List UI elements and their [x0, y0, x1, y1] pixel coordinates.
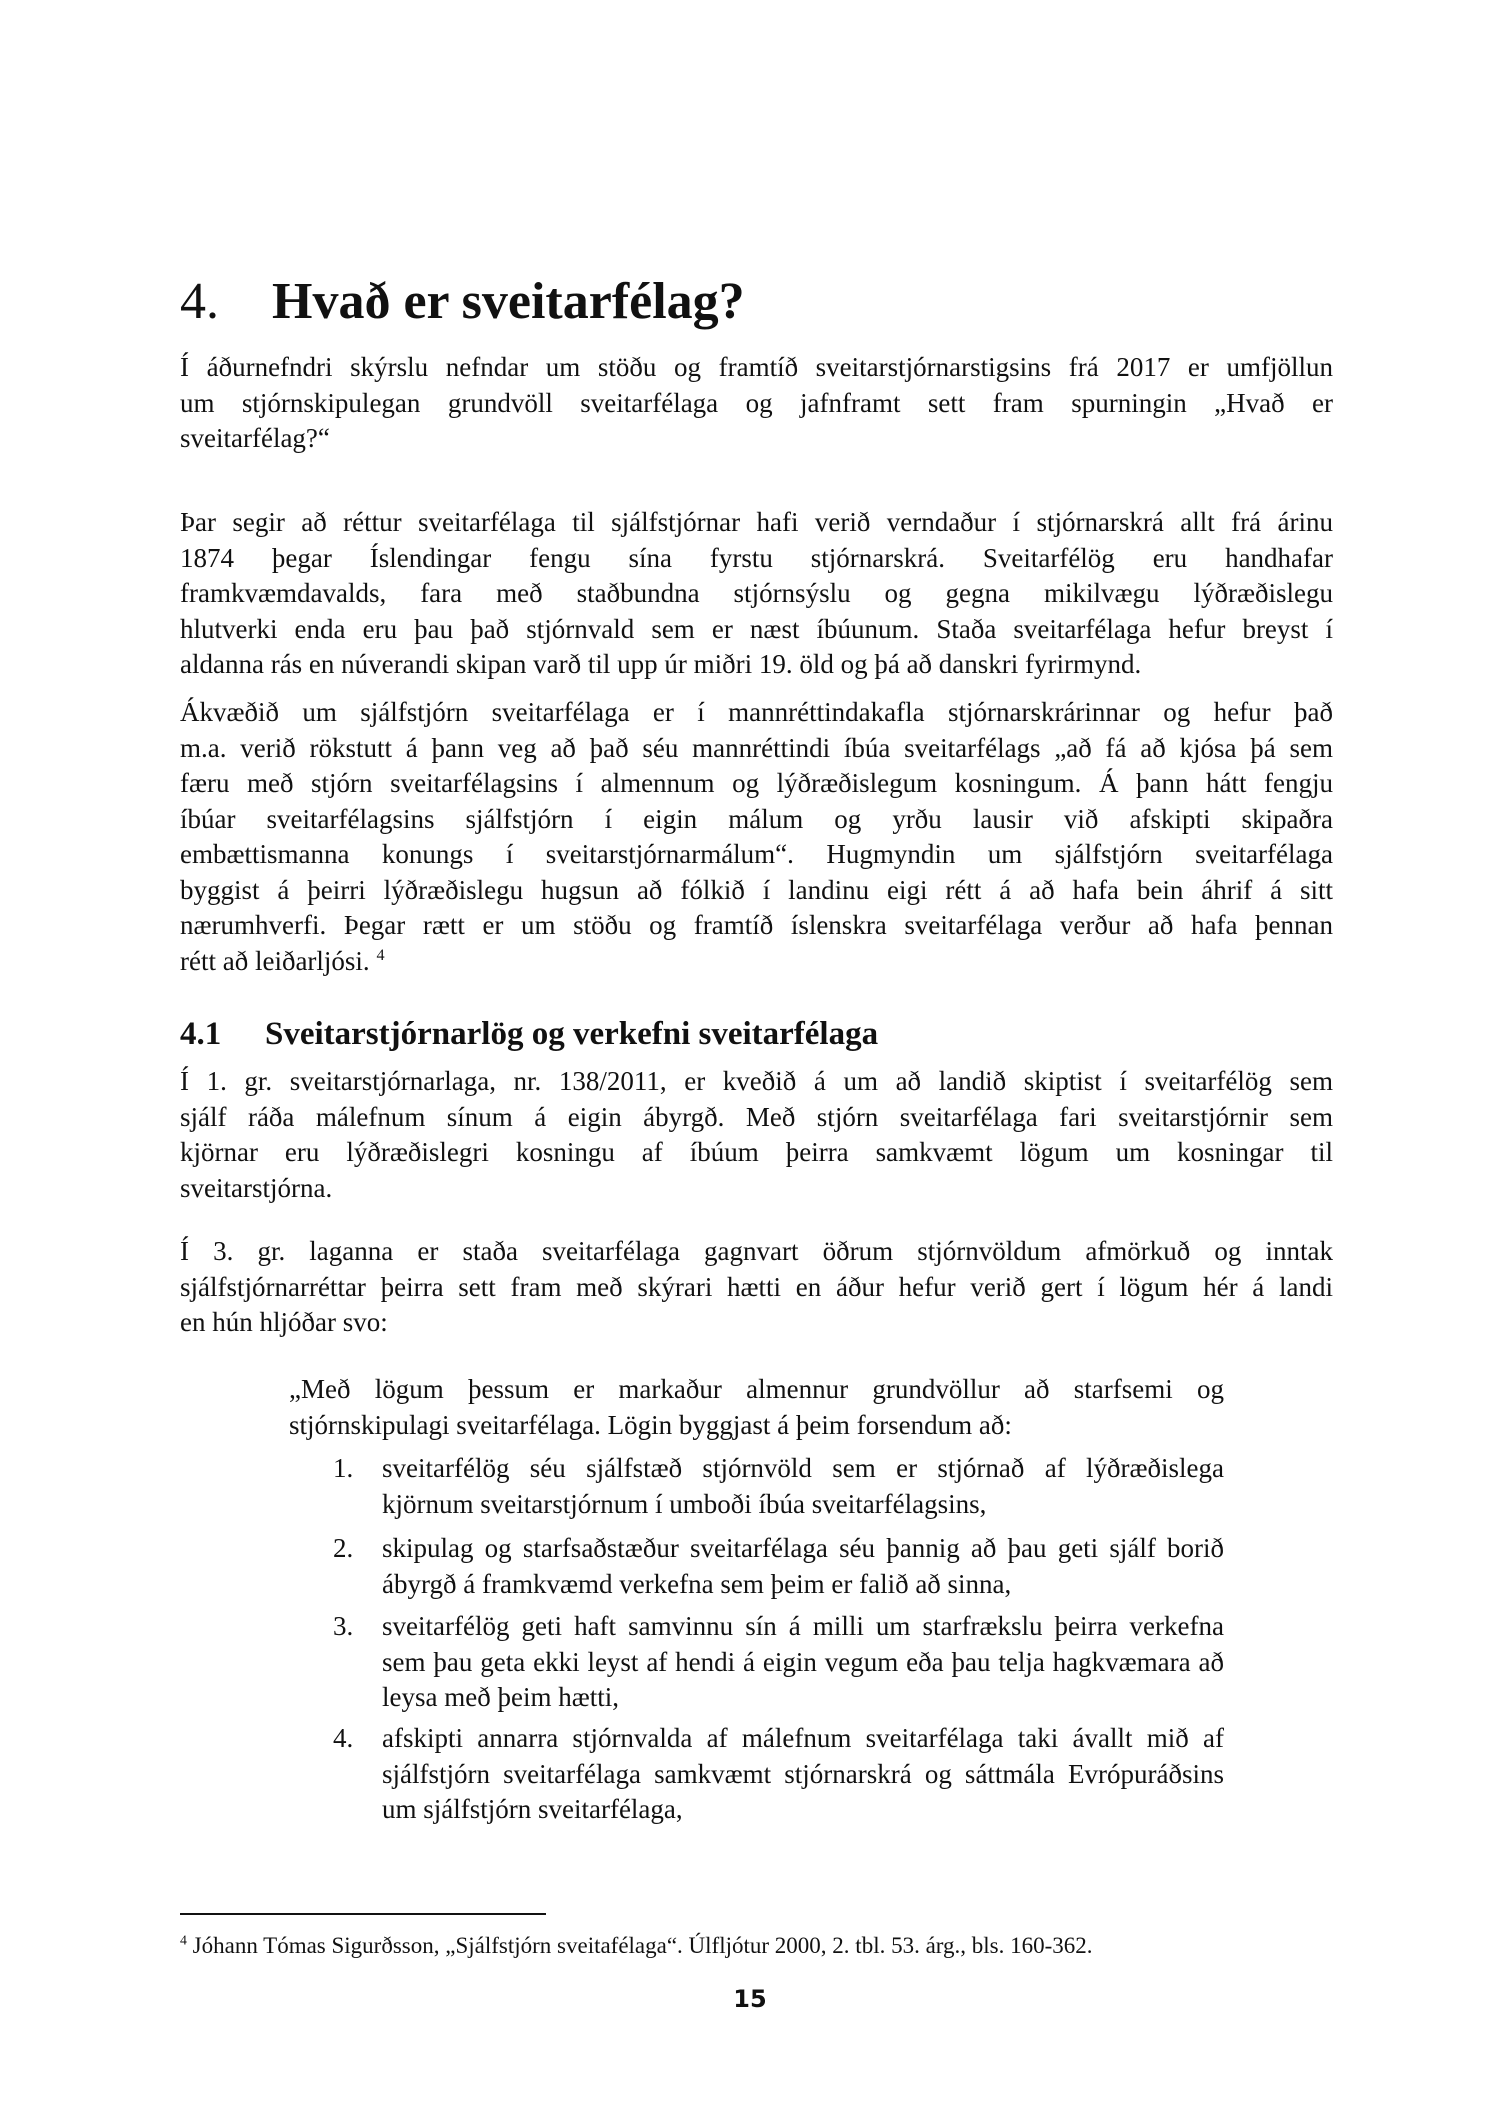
line-text: sveitarfélag?“: [180, 423, 330, 453]
subsection-heading: [180, 1014, 878, 1054]
text-line: [180, 766, 1333, 802]
text-line: [180, 541, 1333, 577]
line-text: Þar segir að réttur sveitarfélaga til sjálfstjórnar hafi verið verndaður í stjórnarskrá allt frá árinu: [180, 507, 1333, 537]
text-line: [382, 1757, 1224, 1793]
line-text: Í 1. gr. sveitarstjórnarlaga, nr. 138/2011, er kveðið á um að landið skiptist í sveitarfélög sem: [180, 1066, 1333, 1096]
line-text: byggist á þeirri lýðræðislegu hugsun að fólkið í landinu eigi rétt á að hafa bein áhrif á sitt: [180, 874, 1333, 905]
line-text: færu með stjórn sveitarfélagsins í almennum og lýðræðislegum kosningum. Á þann hátt fengju: [180, 768, 1333, 798]
text-line: [382, 1567, 1224, 1603]
subsection-title: Sveitarstjórnarlög og verkefni sveitarfélaga: [265, 1016, 879, 1052]
text-line: [382, 1645, 1224, 1681]
paragraph-1: [180, 350, 1333, 457]
block-quote: [289, 1372, 1224, 1443]
list-number: 1.: [333, 1453, 354, 1483]
line-text: um sjálfstjórn sveitarfélaga,: [382, 1794, 683, 1824]
footnote-number: 4: [180, 1932, 187, 1948]
text-line: [180, 873, 1333, 909]
line-text: Í áðurnefndri skýrslu nefndar um stöðu og framtíð sveitarstjórnarstigsins frá 2017 er umfjöllun: [180, 352, 1333, 382]
text-line: [382, 1487, 1224, 1523]
line-text: aldanna rás en núverandi skipan varð til upp úr miðri 19. öld og þá að danskri fyrirmynd.: [180, 649, 1142, 679]
line-text: stjórnskipulagi sveitarfélaga. Lögin byggjast á þeim forsendum að:: [289, 1409, 1012, 1440]
line-text: sjálfstjórn sveitarfélaga samkvæmt stjórnarskrá og sáttmála Evrópuráðsins: [382, 1758, 1224, 1789]
line-text: sveitarfélög geti haft samvinnu sín á milli um starfrækslu þeirra verkefna: [382, 1611, 1224, 1641]
line-text: embættismanna konungs í sveitarstjórnarmálum“. Hugmyndin um sjálfstjórn sveitarfélaga: [180, 839, 1333, 869]
line-text: um stjórnskipulegan grundvöll sveitarfélaga og jafnframt sett fram spurningin „Hvað er: [180, 387, 1333, 418]
text-line: [180, 1171, 1333, 1207]
line-text: framkvæmdavalds, fara með staðbundna stjórnsýslu og gegna mikilvægu lýðræðislegu: [180, 578, 1333, 608]
text-line: [180, 576, 1333, 612]
paragraph-5: [180, 1234, 1333, 1341]
text-line: [382, 1531, 1224, 1567]
text-line: [180, 731, 1333, 767]
section-number: 4.: [180, 273, 219, 330]
footnote-text: Jóhann Tómas Sigurðsson, „Sjálfstjórn sveitafélaga“. Úlfljótur 2000, 2. tbl. 53. árg., bls. 160-362.: [186, 1933, 1093, 1958]
line-text: 1874 þegar Íslendingar fengu sína fyrstu stjórnarskrá. Sveitarfélög eru handhafar: [180, 542, 1333, 573]
line-text: sveitarfélög séu sjálfstæð stjórnvöld sem er stjórnað af lýðræðislega: [382, 1453, 1224, 1483]
paragraph-3: [180, 695, 1333, 979]
paragraph-2: [180, 505, 1333, 683]
line-text: m.a. verið rökstutt á þann veg að það séu mannréttindi íbúa sveitarfélags „að fá að kjósa þá sem: [180, 732, 1333, 763]
line-text: nærumhverfi. Þegar rætt er um stöðu og framtíð íslenskra sveitarfélaga verður að hafa þennan: [180, 910, 1333, 940]
footnote-reference[interactable]: 4: [376, 945, 385, 964]
line-text: ábyrgð á framkvæmd verkefna sem þeim er falið að sinna,: [382, 1568, 1012, 1599]
text-line: [180, 421, 1333, 457]
line-text: Í 3. gr. laganna er staða sveitarfélaga gagnvart öðrum stjórnvöldum afmörkuð og inntak: [180, 1236, 1333, 1266]
text-line: [180, 802, 1333, 838]
list-number: 3.: [333, 1611, 354, 1641]
line-text: kjörnar eru lýðræðislegri kosningu af íbúum þeirra samkvæmt lögum um kosningar til: [180, 1137, 1333, 1167]
text-line: [180, 944, 1333, 980]
text-line: [180, 1270, 1333, 1306]
list-text: [382, 1451, 1224, 1522]
text-line: [180, 1100, 1333, 1136]
line-text: leysa með þeim hætti,: [382, 1682, 619, 1712]
line-text: sveitarstjórna.: [180, 1172, 333, 1203]
line-text: rétt að leiðarljósi.: [180, 945, 370, 976]
footnote-separator: [180, 1913, 546, 1915]
text-line: [382, 1451, 1224, 1487]
section-heading: [180, 272, 745, 332]
list-text: [382, 1609, 1224, 1716]
footnote: [180, 1932, 1093, 1960]
text-line: [180, 1135, 1333, 1171]
text-line: [289, 1408, 1224, 1444]
text-line: [180, 350, 1333, 386]
line-text: skipulag og starfsaðstæður sveitarfélaga séu þannig að þau geti sjálf borið: [382, 1533, 1224, 1563]
line-text: afskipti annarra stjórnvalda af málefnum sveitarfélaga taki ávallt mið af: [382, 1723, 1224, 1753]
line-text: Ákvæðið um sjálfstjórn sveitarfélaga er í mannréttindakafla stjórnarskrárinnar og hefur það: [180, 697, 1333, 727]
line-text: íbúar sveitarfélagsins sjálfstjórn í eigin málum og yrðu lausir við afskipti skipaðra: [180, 803, 1333, 834]
text-line: [180, 612, 1333, 648]
line-text: sjálf ráða málefnum sínum á eigin ábyrgð. Með stjórn sveitarfélaga fari sveitarstjórnir sem: [180, 1101, 1333, 1132]
list-text: [382, 1721, 1224, 1828]
paragraph-4: [180, 1064, 1333, 1206]
text-line: [180, 1234, 1333, 1270]
text-line: [180, 1064, 1333, 1100]
text-line: [180, 647, 1333, 683]
text-line: [180, 837, 1333, 873]
subsection-number: 4.1: [180, 1016, 222, 1052]
line-text: hlutverki enda eru þau það stjórnvald sem er næst íbúunum. Staða sveitarfélaga hefur breyst í: [180, 613, 1333, 644]
text-line: [180, 386, 1333, 422]
text-line: [180, 505, 1333, 541]
text-line: [382, 1792, 1224, 1828]
text-line: [180, 1305, 1333, 1341]
list-number: 4.: [333, 1723, 354, 1753]
text-line: [382, 1680, 1224, 1716]
text-line: [382, 1609, 1224, 1645]
line-text: kjörnum sveitarstjórnum í umboði íbúa sveitarfélagsins,: [382, 1488, 987, 1519]
list-number: 2.: [333, 1533, 354, 1563]
text-line: [382, 1721, 1224, 1757]
line-text: „Með lögum þessum er markaður almennur grundvöllur að starfsemi og: [289, 1374, 1224, 1404]
page-number: 15: [733, 1985, 767, 2013]
line-text: sjálfstjórnarréttar þeirra sett fram með skýrari hætti en áður hefur verið gert í lögum hér á landi: [180, 1271, 1333, 1302]
list-text: [382, 1531, 1224, 1602]
text-line: [289, 1372, 1224, 1408]
text-line: [180, 695, 1333, 731]
text-line: [180, 908, 1333, 944]
section-title: Hvað er sveitarfélag?: [272, 273, 745, 330]
line-text: en hún hljóðar svo:: [180, 1307, 388, 1337]
line-text: sem þau geta ekki leyst af hendi á eigin vegum eða þau telja hagkvæmara að: [382, 1646, 1224, 1677]
